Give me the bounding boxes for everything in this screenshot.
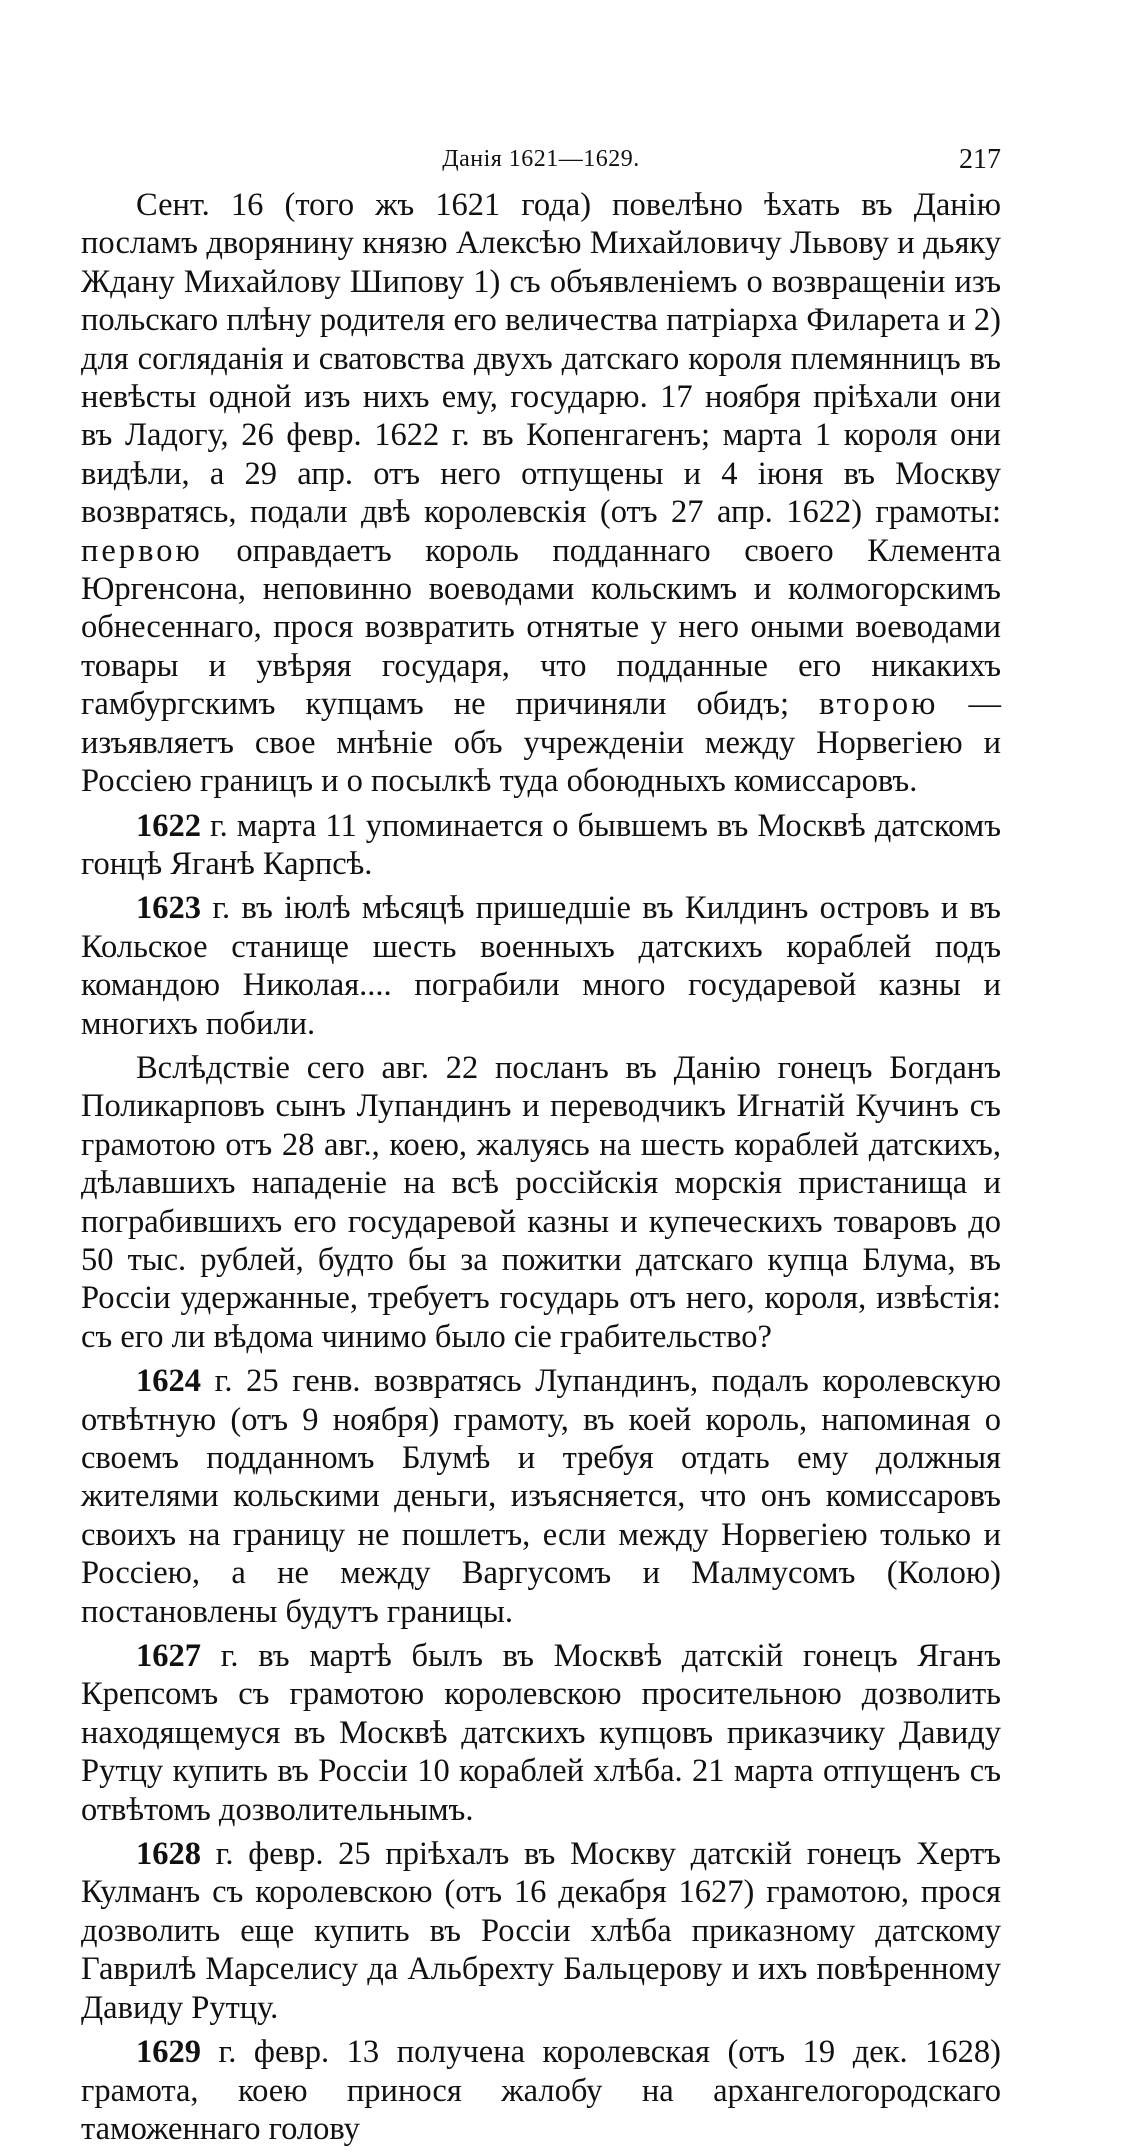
year-label: 1622 [136,807,201,844]
paragraph-text: г. въ іюлѣ мѣсяцѣ пришедшіе въ Килдинъ островъ и въ Кольское станище шесть военныхъ датскихъ кораблей подъ командою Николая.... пограбили много государевой казны и многихъ побили. [81,890,1001,1042]
page-number: 217 [959,144,1001,175]
paragraph-text: — изъявляетъ свое мнѣніе объ учрежденіи между Норвегіею и Россіею границъ и о посылкѣ туда обоюдныхъ комиссаровъ. [81,686,1001,800]
paragraph-text: оправдаетъ король подданнаго своего Клемента Юргенсона, неповинно воеводами кольскимъ и колмогорскимъ обнесеннаго, прося возвратить отнятые у него оными воеводами товары и увѣряя государя, что подданные его никакихъ гамбургскимъ купцамъ не причиняли обидъ; [81,532,1001,723]
year-label: 1629 [136,2034,201,2071]
running-head [81,144,1001,178]
paragraph-1628 [81,1835,1001,2027]
paragraph-1623-continued [81,1049,1001,1356]
paragraph-text: г. февр. 13 получена королевская (отъ 19 дек. 1628) грамота, коею принося жалобу на архангелогородскаго таможеннаго голову [81,2034,1001,2147]
paragraph-1623 [81,889,1001,1043]
emphasis-first: первою [81,532,203,569]
year-label: 1628 [136,1836,201,1873]
emphasis-second: второю [819,686,939,723]
paragraph-text: г. 25 генв. возвратясь Лупандинъ, подалъ королевскую отвѣтную (отъ 9 ноября) грамоту, въ коей король, напоминая о своемъ подданномъ Блумѣ и требуя отдать ему должныя жителями кольскими деньги, изъясняется, что онъ комиссаровъ своихъ на границу не пошлетъ, если между Норвегіею только и Россіею, а не между Варгусомъ и Малмусомъ (Колою) постановлены будутъ границы. [81,1363,1001,1630]
year-label: 1627 [136,1638,201,1675]
paragraph-1624 [81,1362,1001,1631]
year-label: 1623 [136,890,201,927]
paragraph-1629 [81,2033,1001,2148]
paragraph-text: г. въ мартѣ былъ въ Москвѣ датскій гонецъ Яганъ Крепсомъ съ грамотою королевскою просительною дозволить находящемуся въ Москвѣ датскихъ купцовъ приказчику Давиду Рутцу купить въ Россіи 10 кораблей хлѣба. 21 марта отпущенъ съ отвѣтомъ дозволительнымъ. [81,1638,1001,1828]
paragraph-1627 [81,1637,1001,1829]
paragraph-1621 [81,186,1001,801]
paragraph-text: Сент. 16 (того жъ 1621 года) повелѣно ѣхать въ Данію посламъ дворянину князю Алексѣю Михайловичу Львову и дьяку Ждану Михайлову Шипову 1) съ объявленіемъ о возвращеніи изъ польскаго плѣну родителя его величества патріарха Филарета и 2) для согляданія и сватовства двухъ датскаго короля племянницъ въ невѣсты одной изъ нихъ ему, государю. 17 ноября пріѣхали они въ Ладогу, 26 февр. 1622 г. въ Копенгагенъ; марта 1 короля они видѣли, а 29 апр. отъ него отпущены и 4 іюня въ Москву возвратясь, подали двѣ королевскія (отъ 27 апр. 1622) грамоты: [81,187,1001,531]
paragraph-text: г. февр. 25 пріѣхалъ въ Москву датскій гонецъ Хертъ Кулманъ съ королевскою (отъ 16 декабря 1627) грамотою, прося дозволить еще купить въ Россіи хлѣба приказному датскому Гаврилѣ Марселису да Альбрехту Бальцерову и ихъ повѣренному Давиду Рутцу. [81,1836,1001,2026]
running-title: Данія 1621—1629. [442,146,640,172]
paragraph-text: Вслѣдствіе сего авг. 22 посланъ въ Данію гонецъ Богданъ Поликарповъ сынъ Лупандинъ и переводчикъ Игнатій Кучинъ съ грамотою отъ 28 авг., коею, жалуясь на шесть кораблей датскихъ, дѣлавшихъ нападеніе на всѣ россійскія морскія пристанища и пограбившихъ его государевой казны и купеческихъ товаровъ до 50 тыс. рублей, будто бы за пожитки датскаго купца Блума, въ Россіи удержанные, требуетъ государь отъ него, короля, извѣстія: съ его ли вѣдома чинимо было сіе грабительство? [81,1049,1001,1355]
paragraph-1622 [81,807,1001,884]
paragraph-text: г. марта 11 упоминается о бывшемъ въ Москвѣ датскомъ гонцѣ Яганѣ Карпсѣ. [81,807,1001,882]
year-label: 1624 [136,1363,201,1400]
body-text [81,186,1001,2154]
